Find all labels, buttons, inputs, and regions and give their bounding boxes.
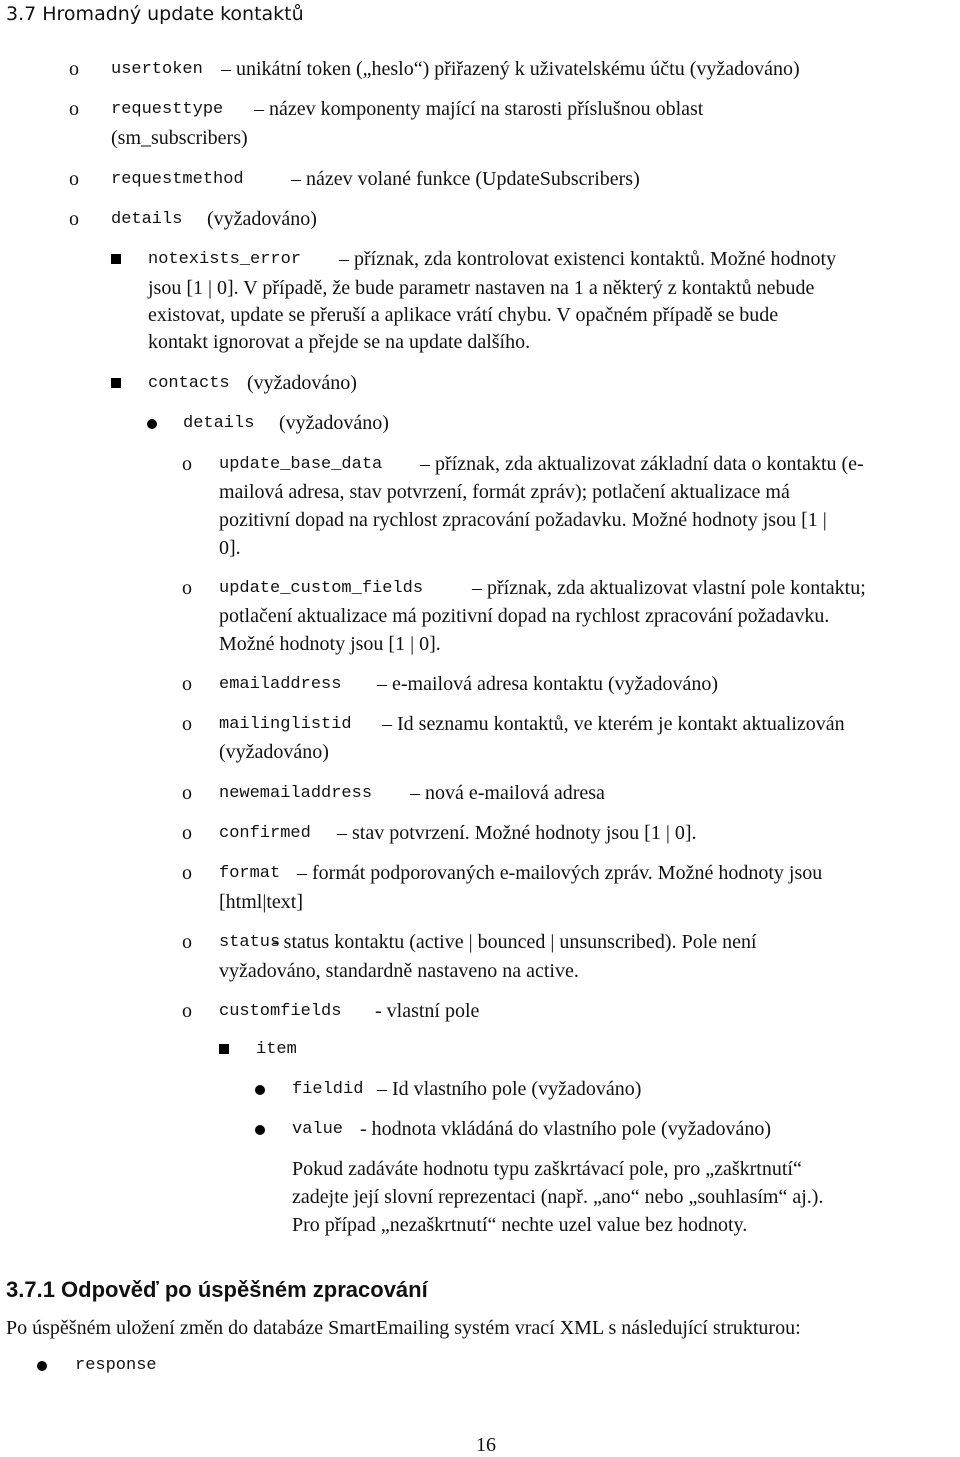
- round-bullet-icon: [147, 419, 157, 429]
- square-bullet-icon: [111, 378, 121, 388]
- update-base-line3: pozitivní dopad na rychlost zpracování požadavku. Možné hodnoty jsou [1 |: [219, 509, 827, 531]
- update-custom-line3: Možné hodnoty jsou [1 | 0].: [219, 633, 441, 655]
- square-bullet-icon: [219, 1044, 229, 1054]
- note-line3: Pro případ „nezaškrtnutí“ nechte uzel value bez hodnoty.: [292, 1214, 748, 1236]
- status-line2: vyžadováno, standardně nastaveno na active.: [219, 960, 579, 982]
- note-line1: Pokud zadáváte hodnotu typu zaškrtávací pole, pro „zaškrtnutí“: [292, 1158, 802, 1180]
- update-base-line2: mailová adresa, stav potvrzení, formát zpráv); potlačení aktualizace má: [219, 481, 790, 503]
- section-heading: 3.7 Hromadný update kontaktů: [6, 3, 304, 25]
- round-bullet-icon: [37, 1361, 47, 1371]
- round-bullet-icon: [255, 1125, 265, 1135]
- square-bullet-icon: [111, 254, 121, 264]
- subsection-heading: 3.7.1 Odpověď po úspěšném zpracování: [6, 1277, 428, 1302]
- requesttype-line2: (sm_subscribers): [111, 127, 248, 149]
- note-line2: zadejte její slovní reprezentaci (např. „ano“ nebo „souhlasím“ aj.).: [292, 1186, 824, 1208]
- notexists-line4: kontakt ignorovat a přejde se na update dalšího.: [148, 331, 531, 353]
- update-base-line4: 0].: [219, 537, 241, 559]
- update-custom-line2: potlačení aktualizace má pozitivní dopad na rychlost zpracování požadavku.: [219, 605, 830, 627]
- format-line2: [html|text]: [219, 891, 303, 913]
- round-bullet-icon: [255, 1085, 265, 1095]
- notexists-line2: jsou [1 | 0]. V případě, že bude parametr nastaven na 1 a některý z kontaktů nebude: [148, 277, 815, 299]
- page-number: 16: [476, 1434, 496, 1456]
- section2-paragraph: Po úspěšném uložení změn do databáze SmartEmailing systém vrací XML s následující strukturou:: [6, 1317, 801, 1339]
- notexists-line3: existovat, update se přeruší a aplikace vrátí chybu. V opačném případě se bude: [148, 304, 779, 326]
- mailinglistid-line2: (vyžadováno): [219, 741, 329, 763]
